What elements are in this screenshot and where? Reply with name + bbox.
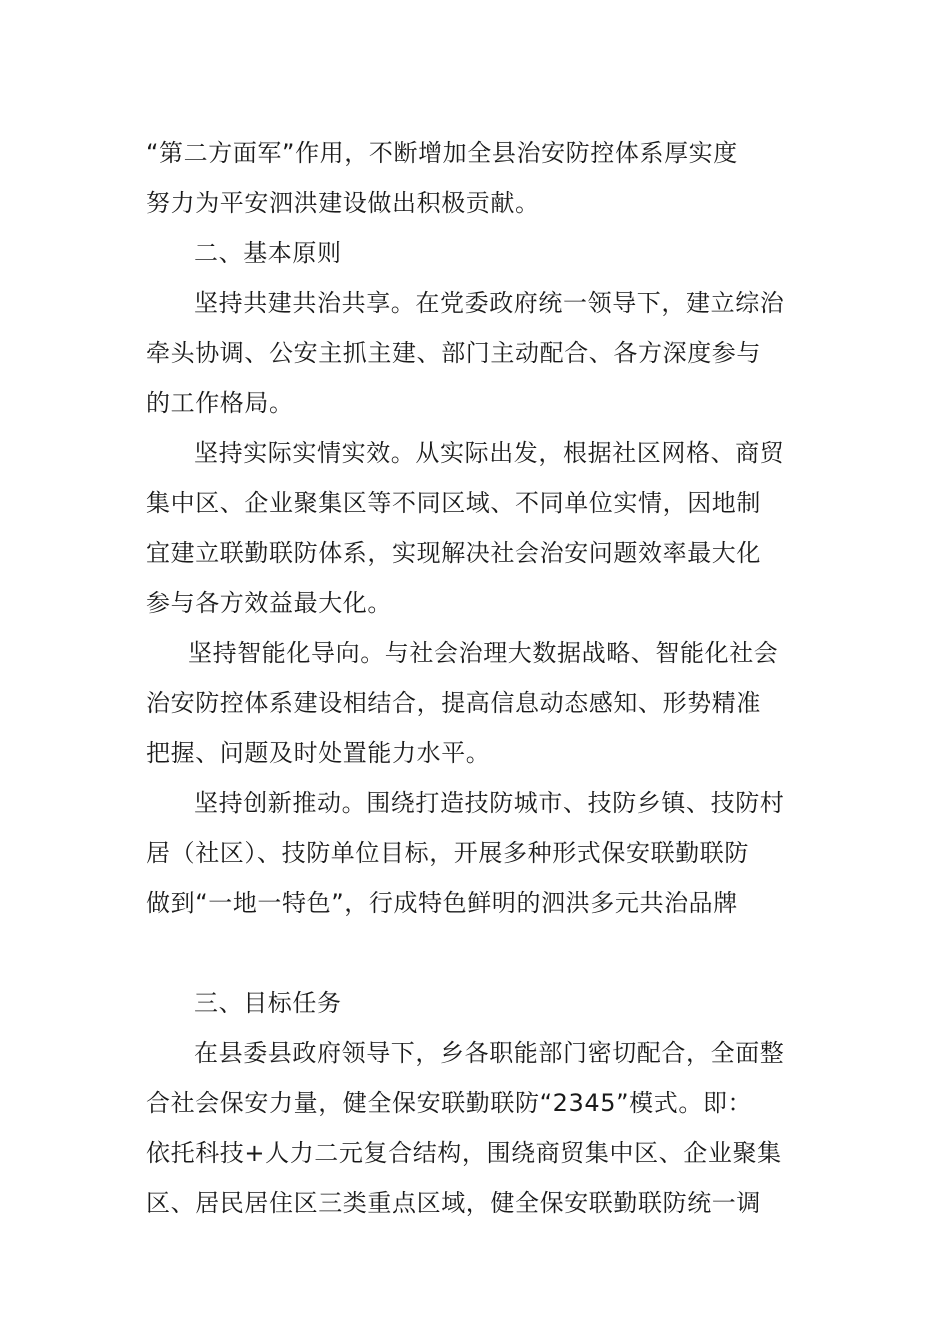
text-line: 坚持智能化导向。与社会治理大数据战略、智能化社会 <box>188 639 779 667</box>
text-line: 牵头协调、公安主抓主建、部门主动配合、各方深度参与 <box>146 339 761 367</box>
text-line: 依托科技+人力二元复合结构，围绕商贸集中区、企业聚集 <box>146 1139 782 1167</box>
text-line: 坚持创新推动。围绕打造技防城市、技防乡镇、技防村 <box>194 789 785 817</box>
text-line: 合社会保安力量，健全保安联勤联防“2345”模式。即： <box>146 1089 753 1117</box>
text-line: 集中区、企业聚集区等不同区域、不同单位实情，因地制 <box>146 489 761 517</box>
section-heading: 三、目标任务 <box>194 989 342 1017</box>
text-line: 区、居民居住区三类重点区域，健全保安联勤联防统一调 <box>146 1189 761 1217</box>
text-line: 的工作格局。 <box>146 389 294 417</box>
text-line: 把握、问题及时处置能力水平。 <box>146 739 491 767</box>
text-line: 参与各方效益最大化。 <box>146 589 392 617</box>
text-line: 居（社区）、技防单位目标，开展多种形式保安联勤联防 <box>146 839 749 867</box>
text-line: 做到“一地一特色”，行成特色鲜明的泗洪多元共治品牌 <box>146 889 738 917</box>
text-line: 坚持共建共治共享。在党委政府统一领导下，建立综治 <box>194 289 785 317</box>
text-line: 在县委县政府领导下，乡各职能部门密切配合，全面整 <box>194 1039 785 1067</box>
text-line: 宜建立联勤联防体系，实现解决社会治安问题效率最大化 <box>146 539 761 567</box>
text-line: “第二方面军”作用，不断增加全县治安防控体系厚实度 <box>146 139 738 167</box>
section-heading: 二、基本原则 <box>194 239 342 267</box>
text-line: 努力为平安泗洪建设做出积极贡献。 <box>146 189 540 217</box>
text-line: 治安防控体系建设相结合，提高信息动态感知、形势精准 <box>146 689 761 717</box>
text-line: 坚持实际实情实效。从实际出发，根据社区网格、商贸 <box>194 439 785 467</box>
